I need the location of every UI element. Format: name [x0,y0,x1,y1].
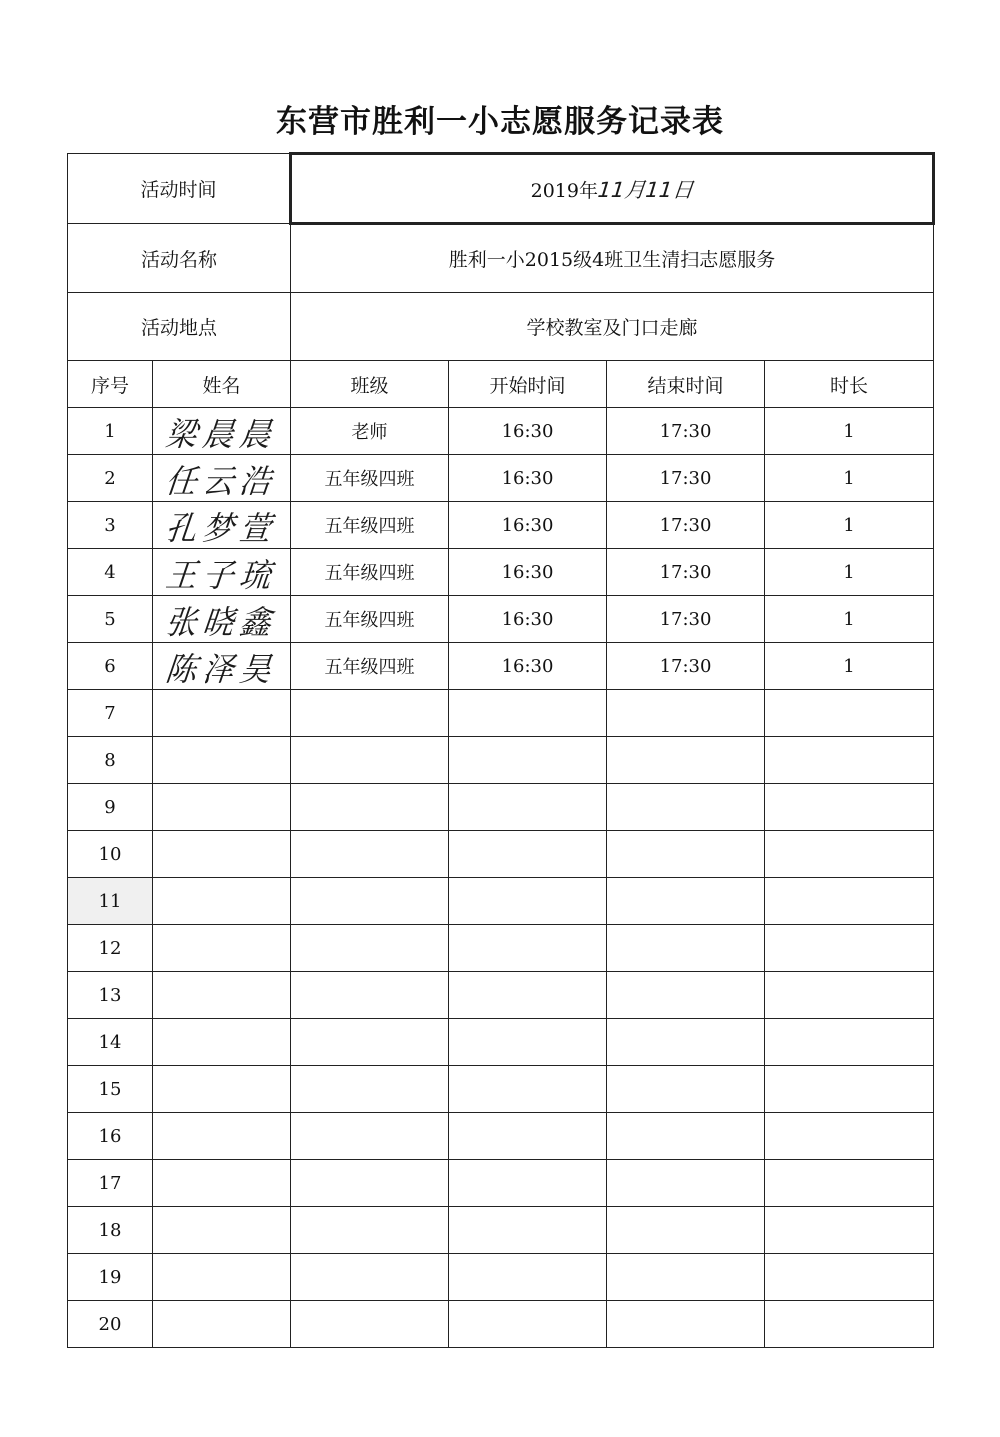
header-duration: 时长 [765,361,934,408]
signature [153,1066,291,1113]
row-duration: 1 [765,549,934,596]
column-header-row [68,361,934,408]
table-row [68,1019,934,1066]
row-class: 老师 [291,408,449,455]
row-end-time [607,878,765,925]
row-end-time [607,1066,765,1113]
row-class [291,925,449,972]
row-start-time [449,737,607,784]
row-start-time [449,1019,607,1066]
row-number: 3 [68,502,153,549]
form-title: 东营市胜利一小志愿服务记录表 [276,104,724,140]
row-class [291,1066,449,1113]
table-row [68,690,934,737]
row-start-time [449,831,607,878]
row-start-time [449,1301,607,1348]
row-class [291,972,449,1019]
row-number: 17 [68,1160,153,1207]
row-duration: 1 [765,596,934,643]
row-start-time [449,690,607,737]
signature [153,1160,291,1207]
signature [153,690,291,737]
table-row [68,1207,934,1254]
table-row [68,1254,934,1301]
row-end-time: 17:30 [607,408,765,455]
row-class [291,1207,449,1254]
table-row [68,1160,934,1207]
table-row [68,737,934,784]
row-class [291,690,449,737]
row-number: 15 [68,1066,153,1113]
row-end-time [607,1113,765,1160]
table-row [68,408,934,455]
row-start-time [449,784,607,831]
row-number: 6 [68,643,153,690]
activity-name-value: 胜利一小2015级4班卫生清扫志愿服务 [291,224,934,293]
row-class [291,878,449,925]
activity-date-handwritten: 11月11日 [596,177,695,202]
signature [153,1019,291,1066]
row-start-time: 16:30 [449,549,607,596]
row-duration [765,972,934,1019]
row-end-time: 17:30 [607,455,765,502]
row-end-time [607,1019,765,1066]
row-number: 9 [68,784,153,831]
table-row [68,596,934,643]
row-duration: 1 [765,408,934,455]
table-row [68,878,934,925]
table-row [68,1301,934,1348]
row-number: 19 [68,1254,153,1301]
row-number: 13 [68,972,153,1019]
row-number: 11 [68,878,153,925]
row-end-time [607,737,765,784]
row-start-time: 16:30 [449,455,607,502]
row-duration [765,784,934,831]
row-class [291,1160,449,1207]
table-row [68,1066,934,1113]
signature [153,784,291,831]
row-start-time [449,1066,607,1113]
row-duration [765,690,934,737]
row-class [291,784,449,831]
row-duration: 1 [765,643,934,690]
row-number: 10 [68,831,153,878]
activity-year: 2019年 [530,179,598,202]
row-number: 8 [68,737,153,784]
row-number: 16 [68,1113,153,1160]
row-end-time [607,831,765,878]
row-duration: 1 [765,502,934,549]
handwritten-signature: 孔梦萱 [163,509,279,548]
activity-place-label: 活动地点 [68,293,291,361]
row-start-time [449,925,607,972]
row-duration [765,1301,934,1348]
row-class [291,831,449,878]
row-number: 1 [68,408,153,455]
row-duration: 1 [765,455,934,502]
header-number: 序号 [68,361,153,408]
row-class: 五年级四班 [291,643,449,690]
signature [153,1113,291,1160]
signature [153,972,291,1019]
row-start-time [449,1113,607,1160]
row-end-time [607,1254,765,1301]
row-duration [765,925,934,972]
row-duration [765,1254,934,1301]
header-name: 姓名 [153,361,291,408]
row-duration [765,1066,934,1113]
signature [153,1301,291,1348]
table-row [68,831,934,878]
row-number: 7 [68,690,153,737]
row-class [291,1113,449,1160]
table-row [68,925,934,972]
row-end-time [607,690,765,737]
row-end-time: 17:30 [607,596,765,643]
table-row [68,1113,934,1160]
row-end-time [607,1207,765,1254]
row-end-time: 17:30 [607,549,765,596]
row-number: 14 [68,1019,153,1066]
row-duration [765,737,934,784]
row-end-time [607,925,765,972]
row-end-time: 17:30 [607,502,765,549]
row-duration [765,878,934,925]
row-class [291,1019,449,1066]
signature [153,1254,291,1301]
row-start-time: 16:30 [449,408,607,455]
header-class: 班级 [291,361,449,408]
row-start-time: 16:30 [449,502,607,549]
row-start-time: 16:30 [449,596,607,643]
signature [153,878,291,925]
activity-time-value [291,154,934,224]
row-end-time: 17:30 [607,643,765,690]
row-start-time [449,1160,607,1207]
handwritten-signature: 任云浩 [163,462,279,501]
row-end-time [607,784,765,831]
table-row [68,972,934,1019]
signature [153,502,291,549]
row-duration [765,1207,934,1254]
row-number: 2 [68,455,153,502]
signature [153,831,291,878]
row-end-time [607,972,765,1019]
handwritten-signature: 陈泽昊 [163,650,279,689]
signature [153,643,291,690]
table-row [68,643,934,690]
table-row [68,549,934,596]
row-end-time [607,1160,765,1207]
row-number: 12 [68,925,153,972]
row-start-time [449,1254,607,1301]
row-start-time [449,878,607,925]
row-class: 五年级四班 [291,549,449,596]
row-start-time [449,972,607,1019]
row-duration [765,1160,934,1207]
row-start-time: 16:30 [449,643,607,690]
header-start-time: 开始时间 [449,361,607,408]
row-class: 五年级四班 [291,455,449,502]
signature [153,1207,291,1254]
signature [153,455,291,502]
activity-name-row [68,224,934,293]
activity-time-label: 活动时间 [68,154,291,224]
row-number: 18 [68,1207,153,1254]
activity-place-value: 学校教室及门口走廊 [291,293,934,361]
volunteer-record-table [67,152,935,1348]
signature [153,596,291,643]
signature [153,549,291,596]
signature [153,408,291,455]
table-row [68,784,934,831]
row-duration [765,1019,934,1066]
activity-time-row [68,154,934,224]
handwritten-signature: 梁晨晨 [163,415,279,454]
table-row [68,502,934,549]
row-class: 五年级四班 [291,596,449,643]
activity-name-label: 活动名称 [68,224,291,293]
row-duration [765,1113,934,1160]
row-number: 4 [68,549,153,596]
row-number: 20 [68,1301,153,1348]
signature [153,737,291,784]
header-end-time: 结束时间 [607,361,765,408]
row-class [291,1254,449,1301]
handwritten-signature: 王子琉 [163,556,279,595]
row-number: 5 [68,596,153,643]
row-end-time [607,1301,765,1348]
row-start-time [449,1207,607,1254]
activity-place-row [68,293,934,361]
row-duration [765,831,934,878]
row-class: 五年级四班 [291,502,449,549]
row-class [291,1301,449,1348]
table-row [68,455,934,502]
signature [153,925,291,972]
row-class [291,737,449,784]
handwritten-signature: 张晓鑫 [163,603,279,642]
